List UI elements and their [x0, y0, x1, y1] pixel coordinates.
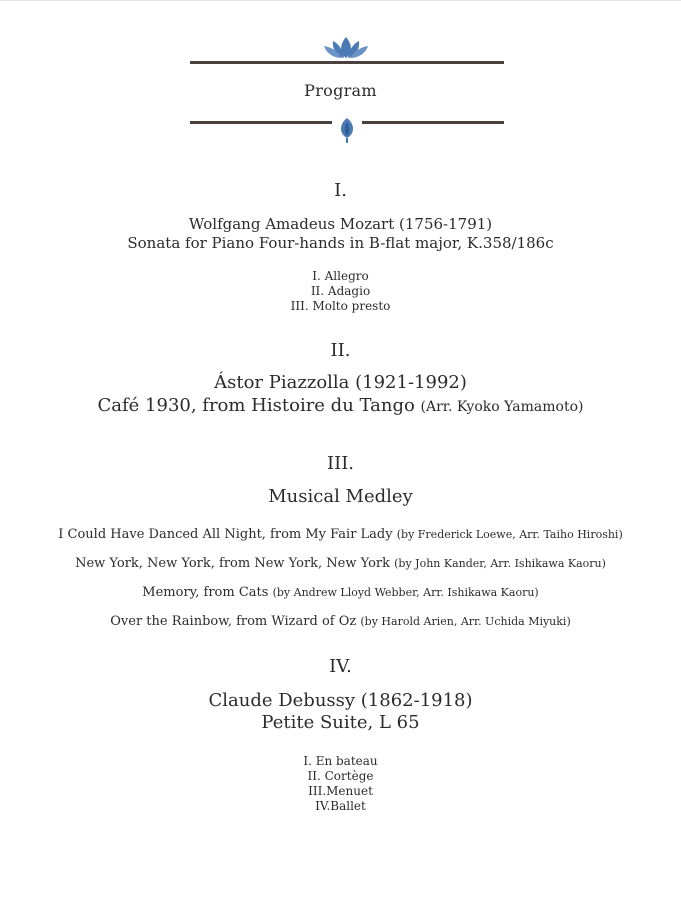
medley-item-credit: (by John Kander, Arr. Ishikawa Kaoru) [394, 557, 606, 570]
medley-item-title: Over the Rainbow, from Wizard of Oz [110, 614, 357, 629]
bottom-divider-left [190, 121, 332, 124]
medley-item [0, 527, 681, 542]
section-3-numeral: III. [326, 453, 355, 474]
section-3-title: Musical Medley [268, 486, 413, 507]
medley-item-credit: (by Frederick Loewe, Arr. Taiho Hiroshi) [396, 528, 623, 541]
section-1-movement: II. Adagio [310, 284, 371, 298]
section-4-work: Petite Suite, L 65 [261, 712, 420, 733]
section-2-arranger: (Arr. Kyoko Yamamoto) [420, 399, 584, 415]
section-4-movement: IV.Ballet [315, 799, 366, 813]
section-4-numeral: IV. [329, 656, 352, 677]
top-divider [190, 61, 504, 64]
medley-item [0, 614, 681, 629]
medley-item-title: New York, New York, from New York, New York [75, 556, 390, 571]
section-4-composer: Claude Debussy (1862-1918) [208, 690, 473, 711]
medley-item-credit: (by Andrew Lloyd Webber, Arr. Ishikawa Kaoru) [272, 586, 539, 599]
lotus-ornament-icon [322, 36, 370, 60]
section-1-numeral: I. [334, 180, 347, 201]
section-1-movement: III. Molto presto [290, 299, 391, 313]
page-edge [0, 0, 681, 1]
section-4-movement: III.Menuet [308, 784, 373, 798]
medley-item [0, 585, 681, 600]
medley-item-title: I Could Have Danced All Night, from My Fair Lady [58, 527, 393, 542]
section-2-work-line [0, 395, 681, 416]
section-1-movement: I. Allegro [312, 269, 369, 283]
section-4-movement: I. En bateau [303, 754, 378, 768]
medley-item-credit: (by Harold Arien, Arr. Uchida Miyuki) [360, 615, 571, 628]
medley-item [0, 556, 681, 571]
program-heading: Program [304, 81, 377, 100]
section-1-work: Sonata for Piano Four-hands in B-flat major, K.358/186c [127, 234, 554, 252]
section-2-numeral: II. [330, 340, 351, 361]
bud-ornament-icon [335, 116, 359, 144]
section-4-movement: II. Cortège [307, 769, 374, 783]
section-2-composer: Ástor Piazzolla (1921-1992) [214, 372, 467, 393]
section-2-work: Café 1930, from Histoire du Tango [97, 395, 415, 416]
section-1-composer: Wolfgang Amadeus Mozart (1756-1791) [188, 215, 493, 233]
bottom-divider-right [362, 121, 504, 124]
medley-item-title: Memory, from Cats [142, 585, 269, 600]
